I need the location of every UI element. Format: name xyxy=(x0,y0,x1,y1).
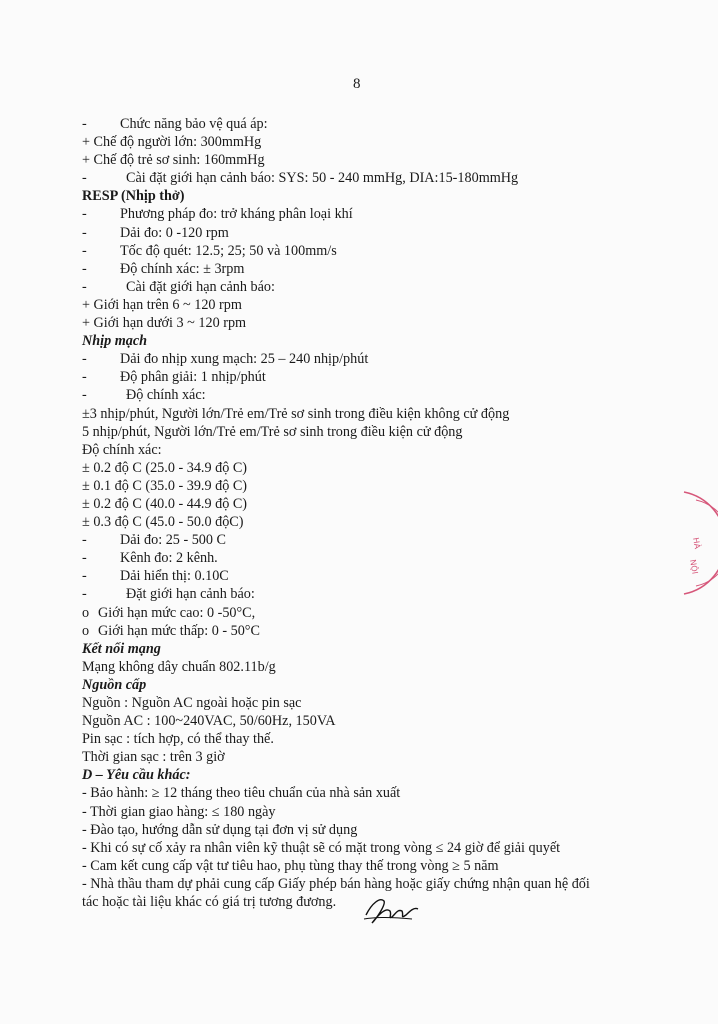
text-line xyxy=(82,115,702,133)
text-line xyxy=(82,567,702,585)
text-line xyxy=(82,748,702,766)
text-line xyxy=(82,658,702,676)
line-text: Cài đặt giới hạn cảnh báo: SYS: 50 - 240 mmHg, DIA:15-180mmHg xyxy=(126,170,519,187)
line-text: ± 0.2 độ C (40.0 - 44.9 độ C) xyxy=(82,495,248,512)
line-text: Giới hạn mức cao: 0 -50°C, xyxy=(98,604,256,621)
line-text: Nguồn cấp xyxy=(82,676,147,693)
text-line xyxy=(82,296,702,314)
text-line xyxy=(82,350,702,368)
handwritten-signature xyxy=(362,893,422,927)
list-marker: - xyxy=(82,260,87,277)
line-text: - Nhà thầu tham dự phải cung cấp Giấy phép bán hàng hoặc giấy chứng nhận quan hệ đối xyxy=(82,875,590,892)
line-text: Độ phân giải: 1 nhịp/phút xyxy=(120,369,266,386)
text-line xyxy=(82,875,702,893)
list-marker: - xyxy=(82,170,87,187)
text-line xyxy=(82,242,702,260)
text-line xyxy=(82,821,702,839)
text-line xyxy=(82,531,702,549)
text-line xyxy=(82,386,702,404)
line-text: - Cam kết cung cấp vật tư tiêu hao, phụ tùng thay thế trong vòng ≥ 5 năm xyxy=(82,857,499,874)
list-marker: - xyxy=(82,116,87,132)
line-text: Thời gian sạc : trên 3 giờ xyxy=(82,749,225,766)
line-text: Pin sạc : tích hợp, có thể thay thế. xyxy=(82,731,274,748)
list-marker: - xyxy=(82,387,87,404)
text-line xyxy=(82,495,702,513)
text-line xyxy=(82,604,702,622)
text-line xyxy=(82,332,702,350)
line-text: D – Yêu cầu khác: xyxy=(82,767,191,784)
line-text: - Bảo hành: ≥ 12 tháng theo tiêu chuẩn của nhà sản xuất xyxy=(82,785,401,802)
document-body xyxy=(82,115,702,911)
text-line xyxy=(82,694,702,712)
line-text: Dải đo: 25 - 500 C xyxy=(120,532,227,549)
text-line xyxy=(82,784,702,802)
text-line xyxy=(82,423,702,441)
line-text: Độ chính xác: ± 3rpm xyxy=(120,260,245,277)
line-text: Cài đặt giới hạn cảnh báo: xyxy=(126,278,275,295)
line-text: + Giới hạn trên 6 ~ 120 rpm xyxy=(82,296,242,313)
line-text: + Giới hạn dưới 3 ~ 120 rpm xyxy=(82,315,247,332)
text-line xyxy=(82,224,702,242)
line-text: - Thời gian giao hàng: ≤ 180 ngày xyxy=(82,803,276,820)
line-text: 5 nhịp/phút, Người lớn/Trẻ em/Trẻ sơ sinh trong điều kiện cử động xyxy=(82,423,463,440)
line-text: Dải đo nhịp xung mạch: 25 – 240 nhịp/phút xyxy=(120,351,369,368)
line-text: + Chế độ trẻ sơ sinh: 160mmHg xyxy=(82,152,265,169)
line-text: Dải đo: 0 -120 rpm xyxy=(120,224,229,241)
text-line xyxy=(82,441,702,459)
text-line xyxy=(82,477,702,495)
list-marker: - xyxy=(82,369,87,386)
list-marker: - xyxy=(82,568,87,585)
text-line xyxy=(82,803,702,821)
line-text: RESP (Nhịp thở) xyxy=(82,188,185,205)
line-text: tác hoặc tài liệu khác có giá trị tương đương. xyxy=(82,894,337,911)
list-marker: - xyxy=(82,586,87,603)
text-line xyxy=(82,676,702,694)
line-text: - Đào tạo, hướng dẫn sử dụng tại đơn vị sử dụng xyxy=(82,821,358,838)
line-text: + Chế độ người lớn: 300mmHg xyxy=(82,134,262,151)
text-line xyxy=(82,730,702,748)
text-line xyxy=(82,640,702,658)
text-line xyxy=(82,712,702,730)
text-line xyxy=(82,857,702,875)
line-text: Kết nối mạng xyxy=(82,640,161,657)
text-line xyxy=(82,133,702,151)
list-marker: - xyxy=(82,532,87,549)
text-line xyxy=(82,169,702,187)
text-line xyxy=(82,839,702,857)
text-line xyxy=(82,585,702,603)
list-marker: - xyxy=(82,206,87,223)
line-text: Tốc độ quét: 12.5; 25; 50 và 100mm/s xyxy=(120,242,337,259)
line-text: Nhịp mạch xyxy=(82,333,148,350)
line-text: Độ chính xác: xyxy=(82,441,162,458)
line-text: Phương pháp đo: trở kháng phân loại khí xyxy=(120,206,353,223)
red-seal-stamp xyxy=(676,488,718,598)
line-text: Độ chính xác: xyxy=(126,387,206,404)
list-marker: o xyxy=(82,604,90,621)
line-text: Nguồn : Nguồn AC ngoài hoặc pin sạc xyxy=(82,695,302,711)
text-line xyxy=(82,549,702,567)
line-text: ±3 nhịp/phút, Người lớn/Trẻ em/Trẻ sơ sinh trong điều kiện không cử động xyxy=(82,405,510,422)
list-marker: - xyxy=(82,242,87,259)
list-marker: - xyxy=(82,278,87,295)
svg-text:NỘI: NỘI xyxy=(688,558,700,575)
text-line xyxy=(82,622,702,640)
svg-text:HÀ: HÀ xyxy=(691,536,702,550)
list-marker: - xyxy=(82,550,87,567)
text-line xyxy=(82,766,702,784)
text-line xyxy=(82,205,702,223)
line-text: Giới hạn mức thấp: 0 - 50°C xyxy=(98,622,260,639)
text-line xyxy=(82,278,702,296)
list-marker: - xyxy=(82,224,87,241)
text-line xyxy=(82,459,702,477)
text-line xyxy=(82,405,702,423)
text-line xyxy=(82,314,702,332)
line-text: Dải hiển thị: 0.10C xyxy=(120,568,229,585)
line-text: ± 0.3 độ C (45.0 - 50.0 độC) xyxy=(82,514,244,531)
text-line xyxy=(82,513,702,531)
page-number: 8 xyxy=(353,76,361,92)
line-text: Nguồn AC : 100~240VAC, 50/60Hz, 150VA xyxy=(82,713,336,730)
line-text: Kênh đo: 2 kênh. xyxy=(120,550,218,567)
text-line xyxy=(82,260,702,278)
list-marker: - xyxy=(82,351,87,368)
line-text: Chức năng bảo vệ quá áp: xyxy=(120,116,268,132)
line-text: Đặt giới hạn cảnh báo: xyxy=(126,586,255,603)
line-text: ± 0.1 độ C (35.0 - 39.9 độ C) xyxy=(82,477,248,494)
text-line xyxy=(82,151,702,169)
text-line xyxy=(82,368,702,386)
line-text: Mạng không dây chuẩn 802.11b/g xyxy=(82,658,276,675)
list-marker: o xyxy=(82,622,90,639)
text-line xyxy=(82,187,702,205)
line-text: ± 0.2 độ C (25.0 - 34.9 độ C) xyxy=(82,459,248,476)
line-text: - Khi có sự cố xảy ra nhân viên kỹ thuật sẽ có mặt trong vòng ≤ 24 giờ để giải quyết xyxy=(82,839,561,856)
